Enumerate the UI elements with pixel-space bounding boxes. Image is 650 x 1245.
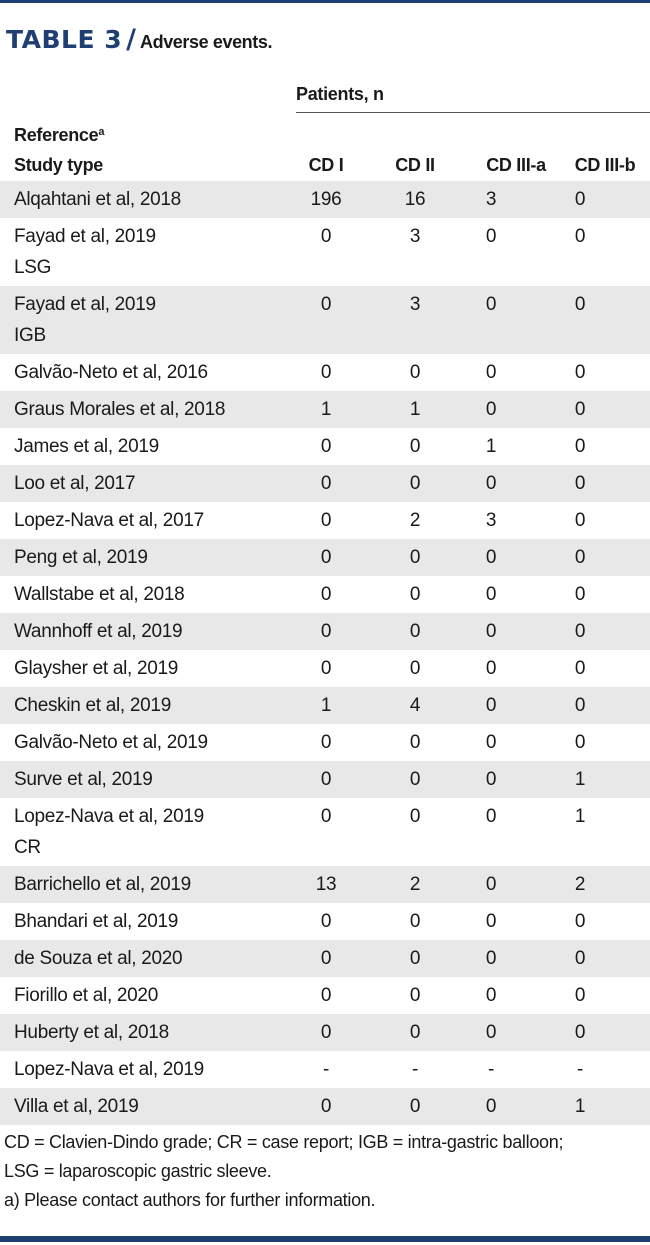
value-cell: - (411, 1059, 419, 1080)
reference-text: Alqahtani et al, 2018 (14, 189, 181, 210)
footnote-abbreviations-1: CD = Clavien-Dindo grade; CR = case report; IGB = intra-gastric balloon; (4, 1132, 564, 1152)
value-cell: 0 (409, 769, 421, 790)
value-cell: 0 (409, 806, 421, 827)
table-row (0, 1088, 650, 1125)
table-row (0, 613, 650, 650)
reference-cell (14, 539, 148, 574)
reference-text: James et al, 2019 (14, 436, 159, 457)
value-cell: 0 (574, 510, 586, 531)
table-row (0, 576, 650, 613)
value-cell: 0 (320, 226, 332, 247)
value-cell: 0 (485, 658, 497, 679)
value-cell: 0 (485, 874, 497, 895)
value-cell: 0 (485, 362, 497, 383)
reference-cell (14, 354, 208, 389)
value-cell: 2 (409, 874, 421, 895)
value-cell: 0 (320, 547, 332, 568)
reference-cell (14, 761, 153, 796)
value-cell: 0 (409, 911, 421, 932)
value-cell: 0 (574, 399, 586, 420)
value-cell: 0 (574, 658, 586, 679)
table-row (0, 391, 650, 428)
value-cell: 0 (485, 948, 497, 969)
value-cell: 0 (574, 732, 586, 753)
value-cell: 0 (320, 436, 332, 457)
value-cell: 1 (320, 695, 332, 716)
value-cell: 0 (320, 806, 332, 827)
reference-cell (14, 1088, 138, 1123)
title-separator: / (126, 24, 136, 55)
value-cell: 0 (409, 584, 421, 605)
reference-text: Galvão-Neto et al, 2019 (14, 732, 208, 753)
value-cell: 0 (574, 584, 586, 605)
value-cell: 0 (485, 769, 497, 790)
value-cell: 0 (320, 948, 332, 969)
value-cell: 0 (574, 547, 586, 568)
value-cell: 2 (574, 874, 586, 895)
reference-cell (14, 218, 156, 282)
reference-text: Barrichello et al, 2019 (14, 874, 191, 895)
value-cell: 0 (409, 948, 421, 969)
reference-text: Huberty et al, 2018 (14, 1022, 169, 1043)
value-cell: - (576, 1059, 584, 1080)
reference-header-label: Reference (14, 125, 99, 145)
value-cell: 1 (574, 769, 586, 790)
value-cell: 0 (320, 510, 332, 531)
reference-text: Fiorillo et al, 2020 (14, 985, 158, 1006)
table-row (0, 940, 650, 977)
value-cell: 0 (320, 732, 332, 753)
reference-cell (14, 977, 158, 1012)
value-cell: 0 (574, 189, 586, 210)
table-row (0, 650, 650, 687)
table-row (0, 1051, 650, 1088)
reference-text: Bhandari et al, 2019 (14, 911, 179, 932)
value-cell: 0 (409, 547, 421, 568)
reference-cell (14, 428, 159, 463)
value-cell: 0 (320, 473, 332, 494)
value-cell: 0 (485, 294, 497, 315)
study-type-text: IGB (14, 325, 46, 346)
column-header-cd-iii-b: CD III-b (574, 155, 636, 175)
table-row (0, 977, 650, 1014)
column-header-cd-i: CD I (308, 155, 344, 175)
value-cell: 0 (574, 362, 586, 383)
value-cell: 0 (485, 985, 497, 1006)
top-rule (0, 0, 650, 3)
value-cell: 0 (485, 473, 497, 494)
table-body (0, 181, 650, 1125)
value-cell: 0 (574, 621, 586, 642)
value-cell: 0 (320, 985, 332, 1006)
reference-text: Wannhoff et al, 2019 (14, 621, 183, 642)
reference-cell (14, 1051, 204, 1086)
value-cell: 0 (485, 584, 497, 605)
reference-text: Fayad et al, 2019 (14, 226, 156, 247)
value-cell: 0 (485, 1022, 497, 1043)
value-cell: 1 (574, 806, 586, 827)
table-row (0, 866, 650, 903)
value-cell: 0 (320, 769, 332, 790)
table-number: TABLE 3 (6, 25, 123, 54)
value-cell: 0 (409, 658, 421, 679)
value-cell: 4 (409, 695, 421, 716)
value-cell: 13 (315, 874, 337, 895)
value-cell: 3 (409, 226, 421, 247)
value-cell: 0 (485, 621, 497, 642)
value-cell: 0 (485, 911, 497, 932)
value-cell: 3 (485, 510, 497, 531)
reference-header (14, 120, 104, 180)
group-header-rule (296, 112, 650, 113)
table-row (0, 218, 650, 286)
table-row (0, 181, 650, 218)
value-cell: 0 (409, 362, 421, 383)
table-row (0, 502, 650, 539)
value-cell: 0 (574, 226, 586, 247)
table-row (0, 286, 650, 354)
reference-cell (14, 724, 208, 759)
reference-header-footnote-mark: a (98, 126, 105, 138)
column-header-cd-ii: CD II (395, 155, 435, 175)
value-cell: 0 (574, 294, 586, 315)
footnote-a: a) Please contact authors for further information. (4, 1190, 376, 1210)
value-cell: 0 (320, 362, 332, 383)
reference-cell (14, 391, 225, 426)
value-cell: 0 (409, 985, 421, 1006)
reference-cell (14, 465, 135, 500)
patients-group-header: Patients, n (296, 84, 384, 104)
value-cell: 3 (409, 294, 421, 315)
table-row (0, 903, 650, 940)
value-cell: 0 (320, 911, 332, 932)
value-cell: 0 (320, 621, 332, 642)
value-cell: 0 (409, 436, 421, 457)
footnote-abbreviations-2: LSG = laparoscopic gastric sleeve. (4, 1161, 272, 1181)
value-cell: 0 (574, 911, 586, 932)
value-cell: 0 (574, 436, 586, 457)
reference-text: Lopez-Nava et al, 2019 (14, 1059, 204, 1080)
value-cell: 0 (320, 584, 332, 605)
reference-cell (14, 687, 171, 722)
table-row (0, 1014, 650, 1051)
table-caption: Adverse events. (140, 32, 273, 52)
value-cell: - (487, 1059, 495, 1080)
value-cell: 0 (320, 1096, 332, 1117)
reference-text: Glaysher et al, 2019 (14, 658, 179, 679)
column-header-cd-iii-a: CD III-a (486, 155, 546, 175)
value-cell: 0 (485, 547, 497, 568)
value-cell: 0 (409, 1022, 421, 1043)
table-row (0, 465, 650, 502)
value-cell: 0 (409, 732, 421, 753)
reference-cell (14, 903, 178, 938)
value-cell: 0 (485, 695, 497, 716)
reference-cell (14, 1014, 169, 1049)
reference-text: Wallstabe et al, 2018 (14, 584, 185, 605)
value-cell: 1 (485, 436, 497, 457)
reference-text: Villa et al, 2019 (14, 1096, 139, 1117)
reference-text: Peng et al, 2019 (14, 547, 148, 568)
value-cell: 0 (485, 399, 497, 420)
value-cell: 0 (485, 806, 497, 827)
reference-cell (14, 650, 178, 685)
value-cell: 16 (404, 189, 426, 210)
table-row (0, 428, 650, 465)
value-cell: 2 (409, 510, 421, 531)
reference-cell (14, 286, 156, 350)
reference-text: Surve et al, 2019 (14, 769, 153, 790)
value-cell: - (322, 1059, 330, 1080)
value-cell: 1 (320, 399, 332, 420)
reference-text: de Souza et al, 2020 (14, 948, 183, 969)
reference-text: Fayad et al, 2019 (14, 294, 156, 315)
reference-cell (14, 613, 182, 648)
reference-text: Lopez-Nava et al, 2019 (14, 806, 204, 827)
value-cell: 0 (320, 658, 332, 679)
value-cell: 0 (574, 695, 586, 716)
study-type-header: Study type (14, 155, 104, 175)
reference-cell (14, 502, 204, 537)
reference-cell (14, 576, 184, 611)
value-cell: 0 (409, 1096, 421, 1117)
table-row (0, 687, 650, 724)
value-cell: 0 (574, 948, 586, 969)
reference-text: Galvão-Neto et al, 2016 (14, 362, 208, 383)
value-cell: 0 (409, 473, 421, 494)
bottom-rule (0, 1236, 650, 1242)
reference-cell (14, 866, 191, 901)
reference-text: Lopez-Nava et al, 2017 (14, 510, 204, 531)
table-row (0, 724, 650, 761)
value-cell: 0 (485, 226, 497, 247)
table-row (0, 761, 650, 798)
value-cell: 3 (485, 189, 497, 210)
value-cell: 0 (574, 473, 586, 494)
reference-text: Loo et al, 2017 (14, 473, 136, 494)
study-type-text: CR (14, 837, 41, 858)
table-title (6, 24, 272, 58)
table-row (0, 798, 650, 866)
value-cell: 0 (320, 1022, 332, 1043)
reference-cell (14, 940, 182, 975)
table-footnotes (4, 1128, 644, 1215)
table-row (0, 539, 650, 576)
value-cell: 1 (409, 399, 421, 420)
study-type-text: LSG (14, 257, 52, 278)
value-cell: 0 (485, 1096, 497, 1117)
reference-text: Cheskin et al, 2019 (14, 695, 171, 716)
table-row (0, 354, 650, 391)
value-cell: 1 (574, 1096, 586, 1117)
reference-cell (14, 798, 204, 862)
value-cell: 0 (409, 621, 421, 642)
value-cell: 0 (574, 1022, 586, 1043)
value-cell: 0 (574, 985, 586, 1006)
value-cell: 196 (310, 189, 342, 210)
reference-cell (14, 181, 181, 216)
reference-text: Graus Morales et al, 2018 (14, 399, 226, 420)
value-cell: 0 (320, 294, 332, 315)
value-cell: 0 (485, 732, 497, 753)
